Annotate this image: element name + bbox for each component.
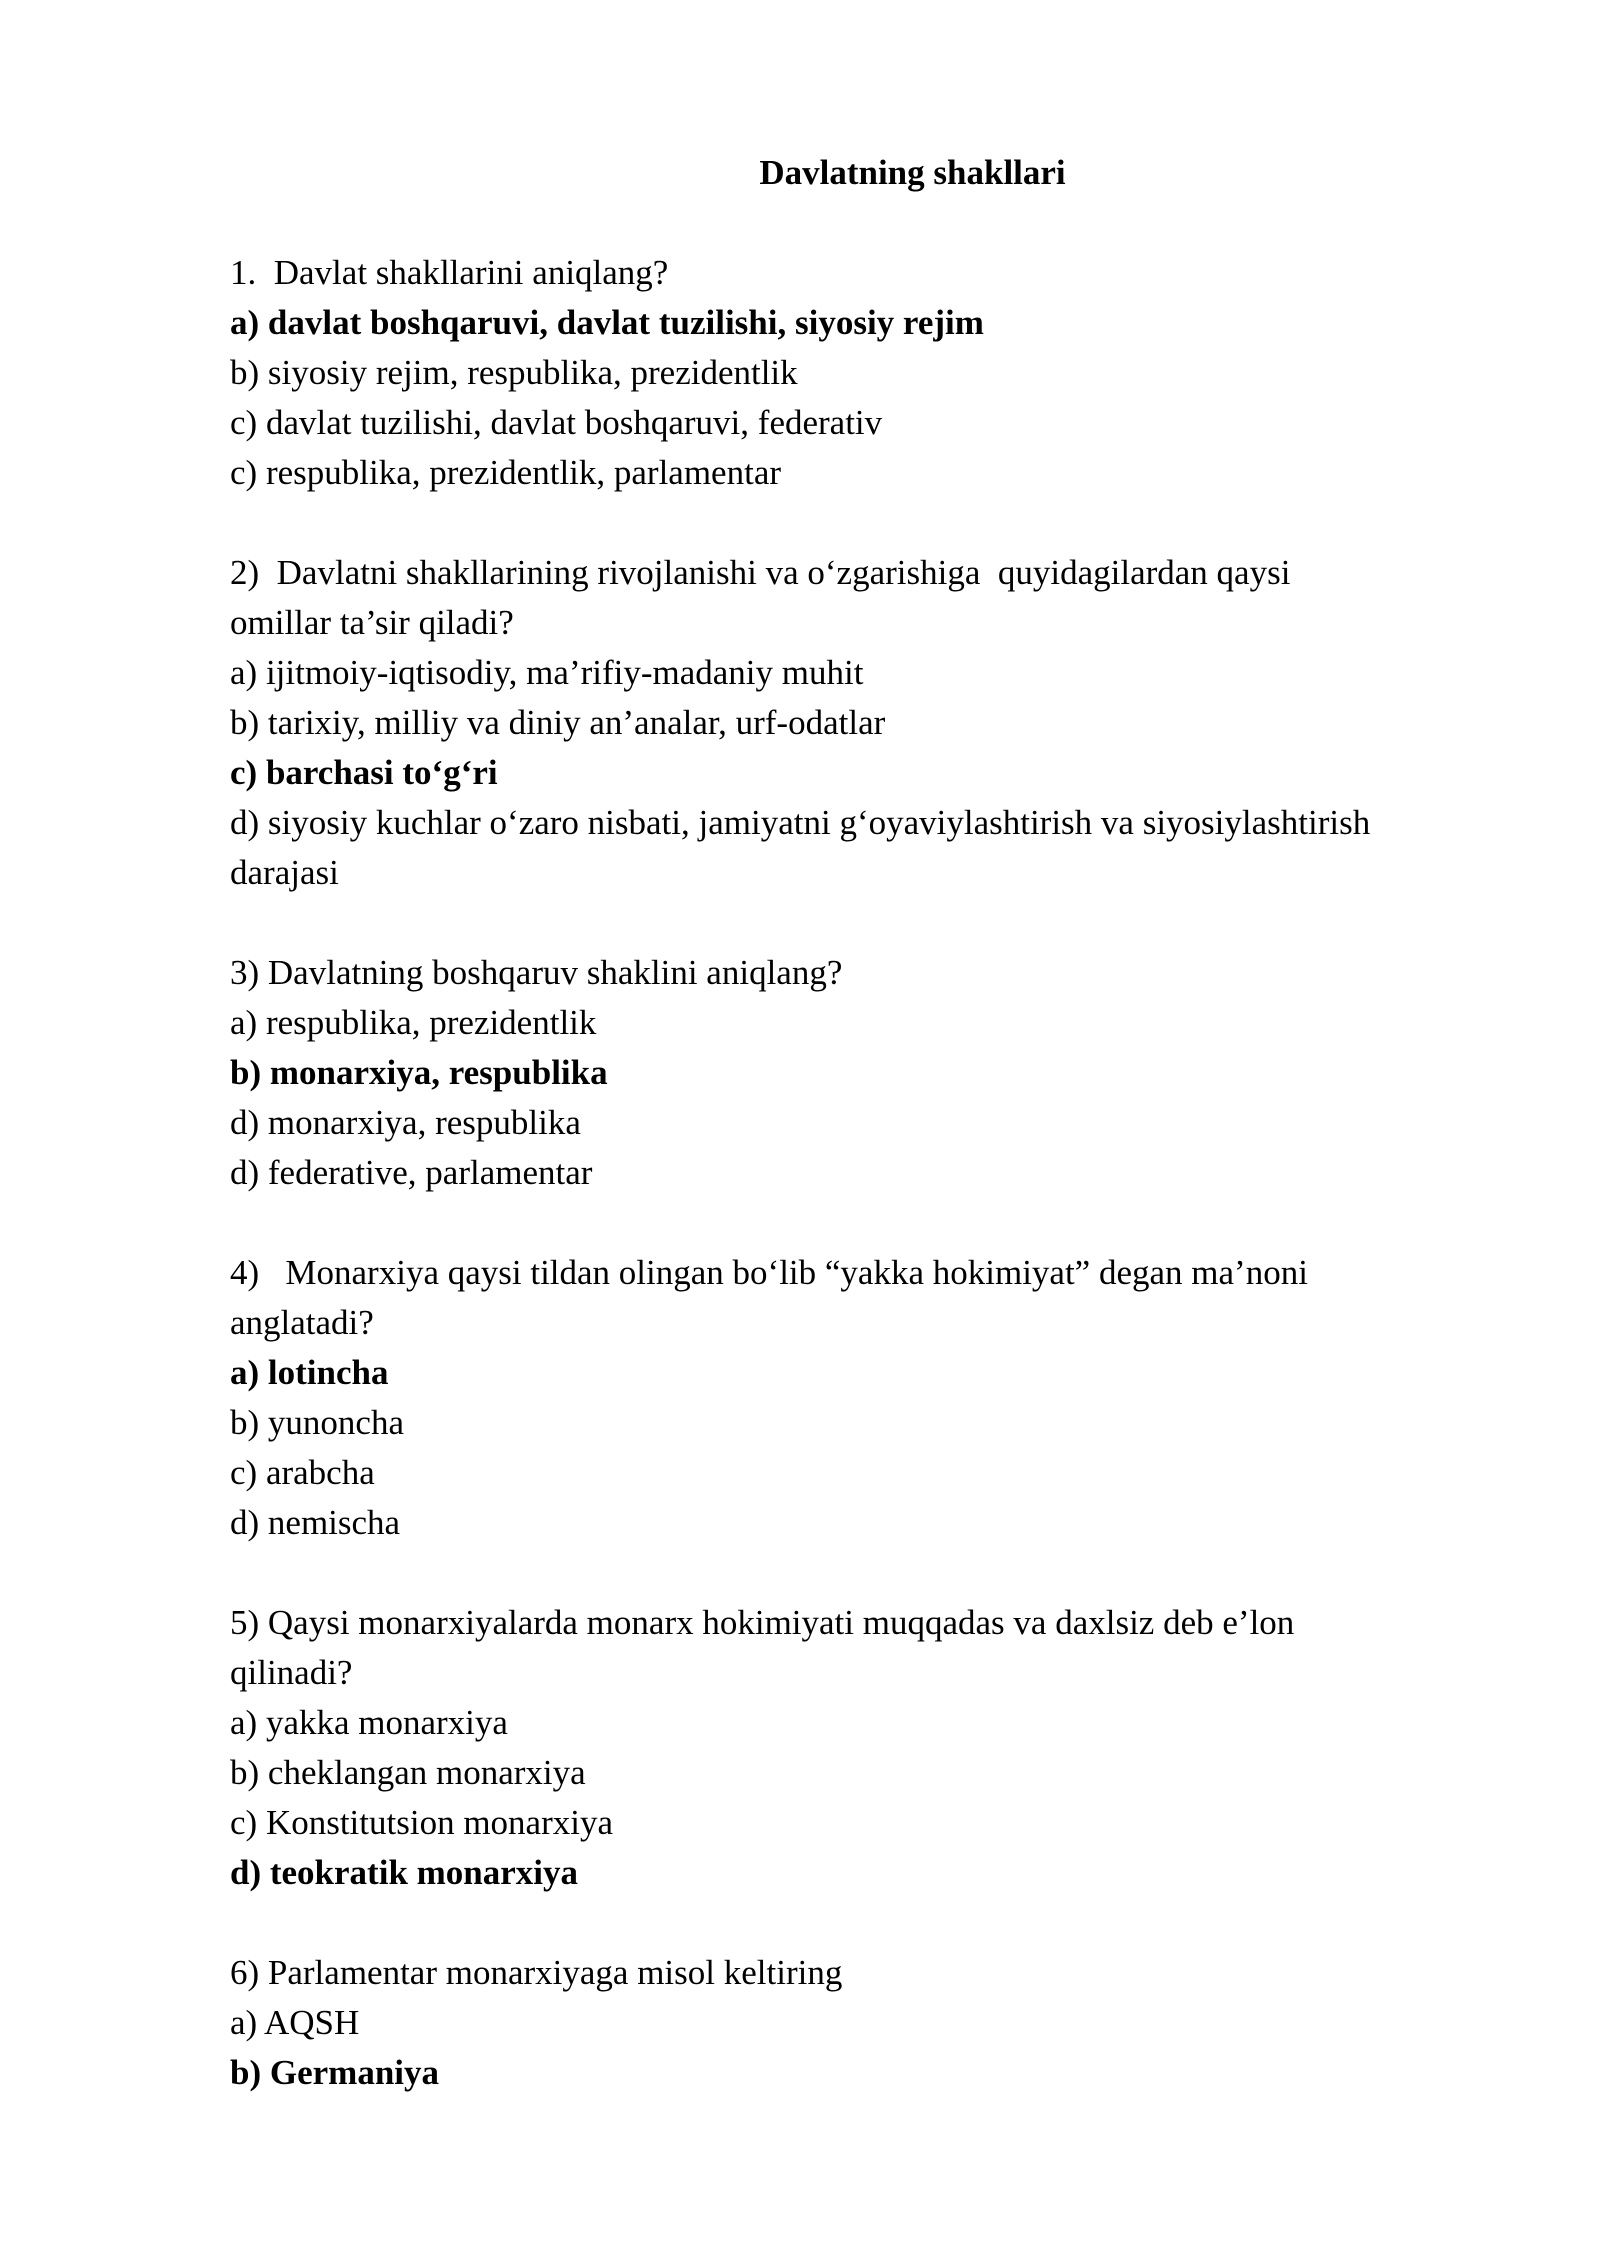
question-block (230, 1248, 1480, 1548)
answer-line: darajasi (230, 853, 339, 892)
correct-answer-line: a) lotincha (230, 1353, 389, 1392)
document-page (230, 148, 1480, 2148)
answer-line: d) federative, parlamentar (230, 1153, 593, 1192)
answer-line: b) cheklangan monarxiya (230, 1753, 586, 1792)
document-title: Davlatning shakllari (759, 153, 1066, 192)
answer-line: qilinadi? (230, 1653, 353, 1692)
question-block (230, 1598, 1480, 1898)
question-text: 4) Monarxiya qaysi tildan olingan bo‘lib “yakka hokimiyat” degan ma’noni (230, 1253, 1308, 1292)
question-text: 2) Davlatni shakllarining rivojlanishi va o‘zgarishiga quyidagilardan qaysi (230, 553, 1291, 592)
answer-line: anglatadi? (230, 1303, 374, 1342)
correct-answer-line: b) monarxiya, respublika (230, 1053, 608, 1092)
question-block (230, 1948, 1480, 2098)
correct-answer-line: c) barchasi to‘g‘ri (230, 753, 498, 792)
answer-line: d) nemischa (230, 1503, 401, 1542)
question-block (230, 948, 1480, 1198)
answer-line: b) siyosiy rejim, respublika, prezidentlik (230, 353, 798, 392)
question-block (230, 248, 1480, 498)
correct-answer-line: a) davlat boshqaruvi, davlat tuzilishi, siyosiy rejim (230, 303, 984, 342)
question-text: 6) Parlamentar monarxiyaga misol keltiring (230, 1953, 843, 1992)
question-text: 3) Davlatning boshqaruv shaklini aniqlang? (230, 953, 843, 992)
answer-line: c) Konstitutsion monarxiya (230, 1803, 614, 1842)
answer-line: a) ijitmoiy-iqtisodiy, ma’rifiy-madaniy muhit (230, 653, 864, 692)
correct-answer-line: d) teokratik monarxiya (230, 1853, 579, 1892)
answer-line: b) tarixiy, milliy va diniy an’analar, urf-odatlar (230, 703, 886, 742)
answer-line: a) yakka monarxiya (230, 1703, 508, 1742)
question-text: 5) Qaysi monarxiyalarda monarx hokimiyati muqqadas va daxlsiz deb e’lon (230, 1603, 1295, 1642)
answer-line: c) davlat tuzilishi, davlat boshqaruvi, federativ (230, 403, 883, 442)
question-list (230, 248, 1480, 2098)
answer-line: d) siyosiy kuchlar o‘zaro nisbati, jamiyatni g‘oyaviylashtirish va siyosiylashtirish (230, 803, 1371, 842)
answer-line: a) respublika, prezidentlik (230, 1003, 597, 1042)
answer-line: c) respublika, prezidentlik, parlamentar (230, 453, 782, 492)
answer-line: b) yunoncha (230, 1403, 404, 1442)
question-block (230, 548, 1480, 898)
answer-line: d) monarxiya, respublika (230, 1103, 581, 1142)
answer-line: a) AQSH (230, 2003, 360, 2042)
correct-answer-line: b) Germaniya (230, 2053, 440, 2092)
answer-line: omillar ta’sir qiladi? (230, 603, 514, 642)
question-text: 1. Davlat shakllarini aniqlang? (230, 253, 669, 292)
answer-line: c) arabcha (230, 1453, 375, 1492)
